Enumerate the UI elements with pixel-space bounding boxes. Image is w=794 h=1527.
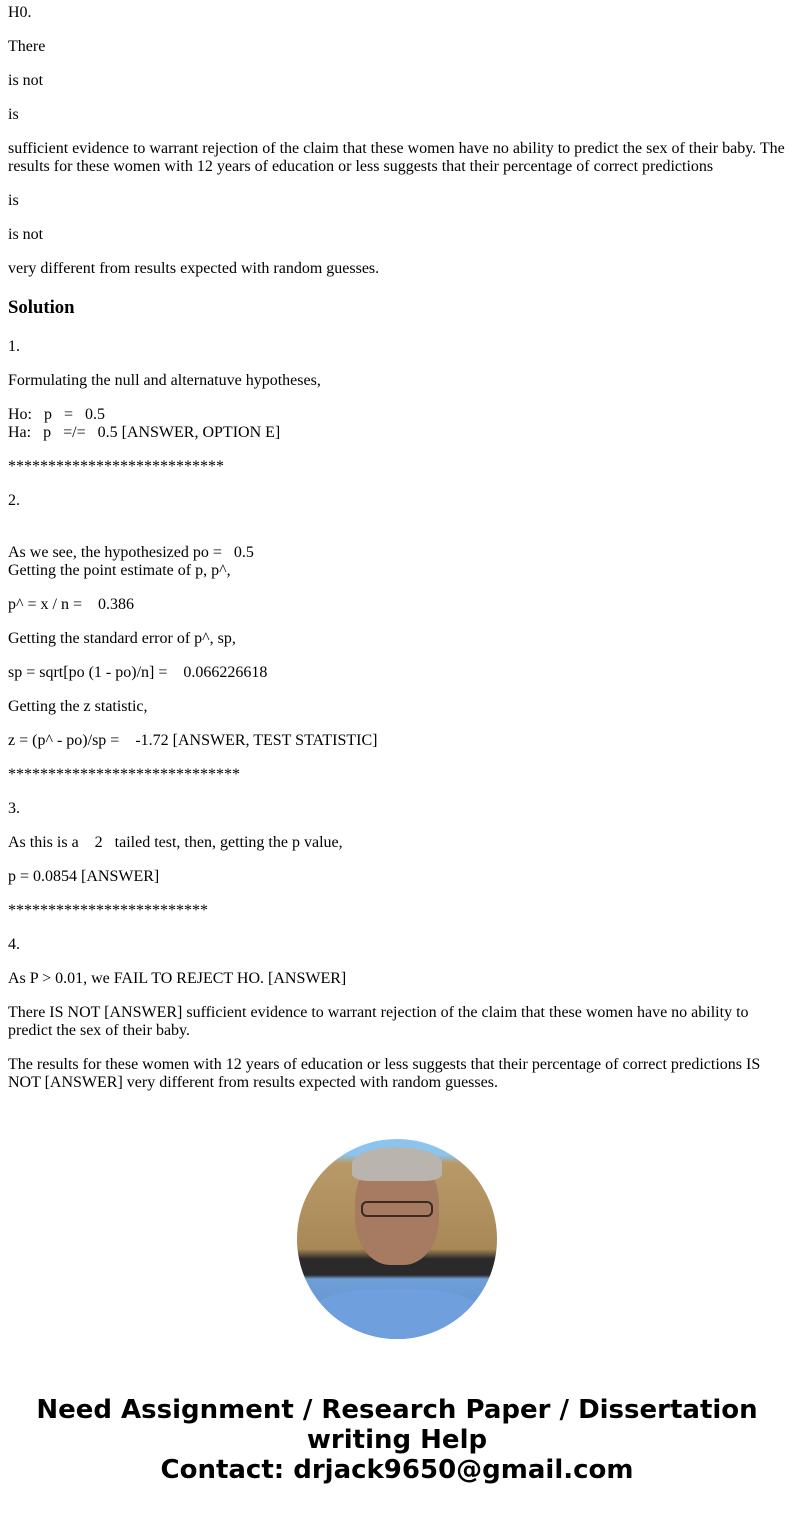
hypotheses [8,406,786,442]
hypotheses-intro: Formulating the null and alternatuve hypotheses, [8,372,321,389]
statement-text: sufficient evidence to warrant rejection of the claim that these women have no ability to predict the sex of their baby. The results for these women with 12 years of education or less suggests that their percentage of correct predictions [8,140,785,175]
separator: *************************** [8,458,224,475]
se-intro: Getting the standard error of p^, sp, [8,630,236,647]
contact-footer [0,1395,794,1485]
step-3: 3. [8,800,20,817]
decision: As P > 0.01, we FAIL TO REJECT HO. [ANSWER] [8,970,347,987]
tail-text: As this is a 2 tailed test, then, getting the p value, [8,834,343,851]
step-1: 1. [8,338,20,355]
separator: ************************* [8,902,208,919]
option-is: is [8,106,19,123]
conclusion-1: There IS NOT [ANSWER] sufficient evidence to warrant rejection of the claim that these women have no ability to predict the sex of their baby. [8,1004,749,1039]
alt-hypothesis: Ha: p =/= 0.5 [ANSWER, OPTION E] [8,424,281,441]
option-there: There [8,38,46,55]
hypothesized-text: As we see, the hypothesized po = 0.5 [8,544,254,561]
option-is-2: is [8,192,19,209]
footer-help-text: Need Assignment / Research Paper / Dissertation writing Help [36,1395,758,1455]
document-body [0,4,794,1092]
null-hypothesis: Ho: p = 0.5 [8,406,106,423]
step-4: 4. [8,936,20,953]
point-estimate-intro: Getting the point estimate of p, p^, [8,562,231,579]
step-2: 2. [8,492,20,509]
z-statistic: z = (p^ - po)/sp = -1.72 [ANSWER, TEST STATISTIC] [8,732,378,749]
author-avatar [297,1139,497,1339]
text-h0: H0. [8,4,32,21]
solution-heading: Solution [8,297,75,318]
phat: p^ = x / n = 0.386 [8,596,134,613]
avatar-container [0,1139,794,1344]
option-is-not-2: is not [8,226,44,243]
separator: ***************************** [8,766,240,783]
option-is-not: is not [8,72,44,89]
statement-end: very different from results expected with random guesses. [8,260,380,277]
hypothesized-value [8,544,786,580]
standard-error: sp = sqrt[po (1 - po)/n] = 0.066226618 [8,664,268,681]
conclusion-2: The results for these women with 12 years of education or less suggests that their percentage of correct predictions IS NOT [ANSWER] very different from results expected with random guesses. [8,1056,761,1091]
p-value: p = 0.0854 [ANSWER] [8,868,160,885]
z-intro: Getting the z statistic, [8,698,148,715]
footer-contact: Contact: drjack9650@gmail.com [160,1455,634,1485]
